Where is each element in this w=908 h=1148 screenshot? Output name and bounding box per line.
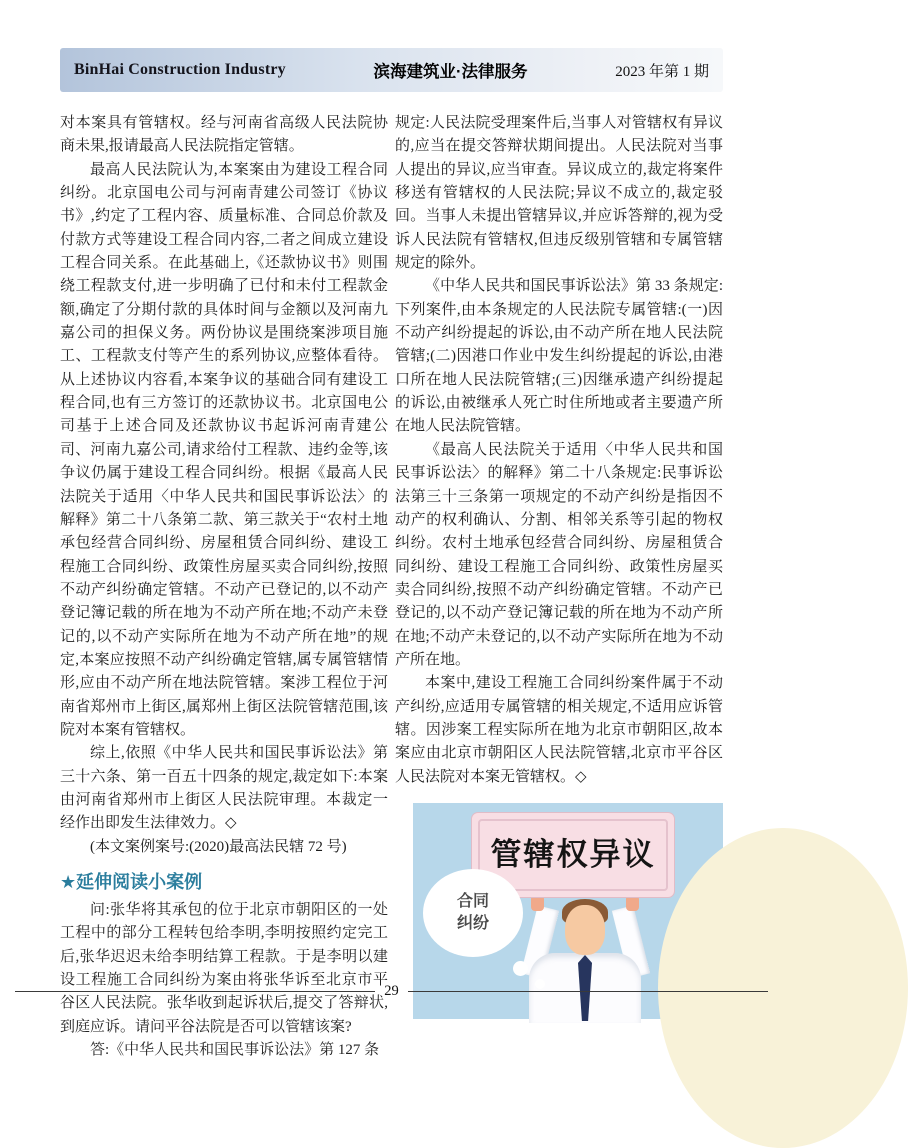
placard-text: 管辖权异议 xyxy=(490,837,656,873)
page-header xyxy=(60,48,723,92)
paragraph: 最高人民法院认为,本案案由为建设工程合同纠纷。北京国电公司与河南青建公司签订《协议书》,约定了工程内容、质量标准、合同总价款及付款方式等建设工程合同内容,二者之间成立建设工程合同关系。在此基础上,《还款协议书》则围绕工程款支付,进一步明确了已付和未付工程款金额,确定了分期付款的具体时间与金额以及河南九嘉公司的担保义务。两份协议是围绕案涉项目施工、工程款支付等产生的系列协议,应整体看待。从上述协议内容看,本案争议的基础合同有建设工程合同,也有三方签订的还款协议书。北京国电公司基于上述合同及还款协议书起诉河南青建公司、河南九嘉公司,请求给付工程款、违约金等,该争议仍属于建设工程合同纠纷。根据《最高人民法院关于适用〈中华人民共和国民事诉讼法〉的解释》第二十八条第二款、第三款关于“农村土地承包经营合同纠纷、房屋租赁合同纠纷、建设工程施工合同纠纷、政策性房屋买卖合同纠纷,按照不动产纠纷确定管辖。不动产已登记的,以不动产登记簿记载的所在地为不动产所在地;不动产未登记的,以不动产实际所在地为不动产所在地”的规定,本案应按照不动产纠纷确定管辖,属专属管辖情形,应由不动产所在地法院管辖。案涉工程位于河南省郑州市上街区,属郑州上街区法院管辖范围,该院对本案有管辖权。 xyxy=(60,161,388,738)
header-issue-number: 2023 年第 1 期 xyxy=(615,63,709,80)
paragraph: 规定:人民法院受理案件后,当事人对管辖权有异议的,应当在提交答辩状期间提出。人民法院对当事人提出的异议,应当审查。异议成立的,裁定将案件移送有管辖权的人民法院;异议不成立的,裁定驳回。当事人未提出管辖异议,并应诉答辩的,视为受诉人民法院有管辖权,但违反级别管辖和专属管辖规定的除外。 xyxy=(395,115,723,272)
extended-reading-question: 问:张华将其承包的位于北京市朝阳区的一处工程中的部分工程转包给李明,李明按照约定完工后,张华迟迟未给李明结算工程款。于是李明以建设工程施工合同纠纷为案由将张华诉至北京市平谷区人民法院。张华收到起诉状后,提交了答辩状,到庭应诉。请问平谷法院是否可以管辖该案? xyxy=(60,902,388,1035)
case-number-note: (本文案例案号:(2020)最高法民辖 72 号) xyxy=(90,838,347,855)
thought-bubble-text: 合同 xyxy=(456,892,489,910)
extended-reading-heading: ★延伸阅读小案例 xyxy=(60,872,203,892)
thought-bubble-dot xyxy=(513,961,528,976)
thought-bubble xyxy=(423,869,523,957)
article-body xyxy=(60,112,723,1062)
thought-bubble-text: 纠纷 xyxy=(456,914,489,932)
page-footer xyxy=(15,983,768,1000)
extended-reading-answer: 答:《中华人民共和国民事诉讼法》第 127 条 xyxy=(90,1042,380,1059)
paragraph: 《最高人民法院关于适用〈中华人民共和国民事诉讼法〉的解释》第二十八条规定:民事诉讼法第三十三条第一项规定的不动产纠纷是指因不动产的权利确认、分割、相邻关系等引起的物权纠纷。农村土地承包经营合同纠纷、房屋租赁合同纠纷、建设工程施工合同纠纷、政策性房屋买卖合同纠纷,按照不动产纠纷确定管辖。不动产已登记的,以不动产登记簿记载的所在地为不动产所在地;不动产未登记的,以不动产实际所在地为不动产所在地。 xyxy=(395,441,723,668)
page-number: 29 xyxy=(384,983,399,999)
header-section-title: 滨海建筑业·法律服务 xyxy=(373,63,528,81)
paragraph: 《中华人民共和国民事诉讼法》第 33 条规定:下列案件,由本条规定的人民法院专属管辖:(一)因不动产纠纷提起的诉讼,由不动产所在地人民法院管辖;(二)因港口作业中发生纠纷提起的诉讼,由港口所在地人民法院管辖;(三)因继承遗产纠纷提起的诉讼,由被继承人死亡时住所地或者主要遗产所在地人民法院管辖。 xyxy=(395,278,723,435)
right-column xyxy=(395,112,723,1062)
left-column xyxy=(60,112,388,1062)
header-journal-name-en: BinHai Construction Industry xyxy=(74,61,286,78)
figure-head xyxy=(565,905,605,955)
footer-rule-right xyxy=(408,991,768,992)
paragraph: 综上,依照《中华人民共和国民事诉讼法》第三十六条、第一百五十四条的规定,裁定如下:本案由河南省郑州市上街区人民法院审理。本裁定一经作出即发生法律效力。◇ xyxy=(60,745,388,832)
paragraph: 对本案具有管辖权。经与河南省高级人民法院协商未果,报请最高人民法院指定管辖。 xyxy=(60,115,388,155)
paragraph: 本案中,建设工程施工合同纠纷案件属于不动产纠纷,应适用专属管辖的相关规定,不适用应诉管辖。因涉案工程实际所在地为北京市朝阳区,故本案应由北京市朝阳区人民法院管辖,北京市平谷区人民法院对本案无管辖权。◇ xyxy=(395,675,723,785)
footer-rule-left xyxy=(15,991,375,992)
